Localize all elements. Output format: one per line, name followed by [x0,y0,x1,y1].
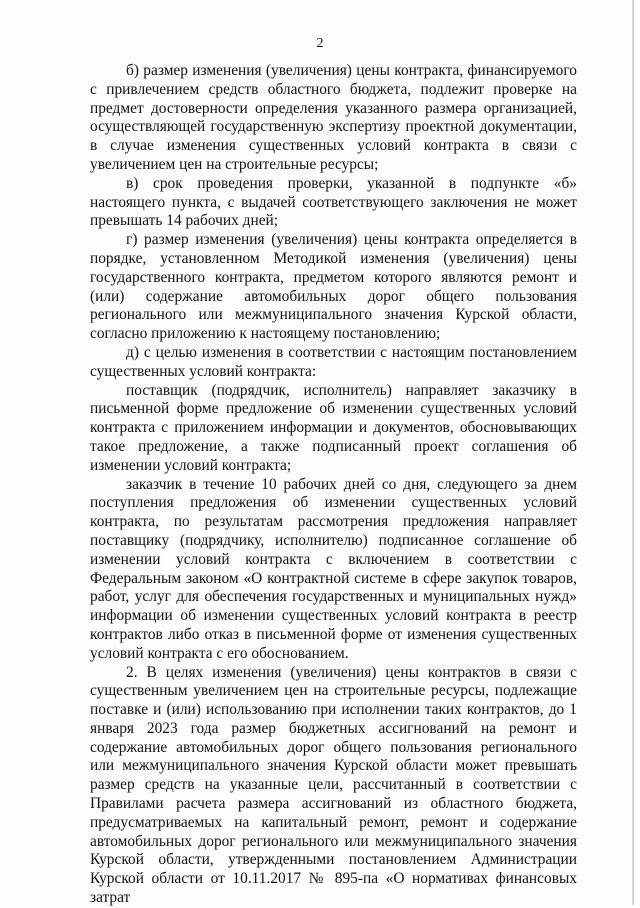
paragraph-d: д) с целью изменения в соответствии с настоящим постановлением существенных условий контракта: [90,343,577,380]
paragraph-supplier: поставщик (подрядчик, исполнитель) направляет заказчику в письменной форме предложение об изменении существенных условий контракта с приложением информации и документов, обосновывающих такое предложение, а также подписанный проект соглашения об изменении условий контракта; [90,381,577,474]
paragraph-customer: заказчик в течение 10 рабочих дней со дня, следующего за днем поступления предложения об изменении существенных условий контракта, по результатам рассмотрения предложения направляет поставщику (подрядчику, исполнителю) подписанное соглашение об изменении условий контракта с включением в соответствии с Федеральным законом «О контрактной системе в сфере закупок товаров, работ, услуг для обеспечения государственных и муниципальных нужд» информации об изменении существенных условий контракта в реестр контрактов либо отказ в письменной форме от изменения существенных условий контракта с его обоснованием. [90,475,577,662]
document-body [90,62,577,908]
paragraph-v: в) срок проведения проверки, указанной в подпункте «б» настоящего пункта, с выдачей соответствующего заключения не может превышать 14 рабочих дней; [90,174,577,230]
page-number: 2 [316,36,324,51]
paragraph-g: г) размер изменения (увеличения) цены контракта определяется в порядке, установленном Методикой изменения (увеличения) цены государственного контракта, предметом которого являются ремонт и (или) содержание автомобильных дорог общего пользования регионального или межмуниципального значения Курской области, согласно приложению к настоящему постановлению; [90,231,577,343]
paragraph-item-2: 2. В целях изменения (увеличения) цены контрактов в связи с существенным увеличением цен на строительные ресурсы, подлежащие поставке и (или) использованию при исполнении таких контрактов, до 1 января 2023 года размер бюджетных ассигнований на ремонт и содержание автомобильных дорог общего пользования регионального или межмуниципального значения Курской области может превышать размер средств на указанные цели, рассчитанный в соответствии с Правилами расчета размера ассигнований из областного бюджета, предусматриваемых на капитальный ремонт, ремонт и содержание автомобильных дорог регионального или межмуниципального значения Курской области, утвержденными постановлением Администрации Курской области от 10.11.2017 № 895-па «О нормативах финансовых затрат [90,663,577,907]
paragraph-b: б) размер изменения (увеличения) цены контракта, финансируемого с привлечением средств областного бюджета, подлежит проверке на предмет достоверности определения указанного размера организацией, осуществляющей государственную экспертизу проектной документации, в случае изменения существенных условий контракта в связи с увеличением цен на строительные ресурсы; [90,62,577,173]
scan-edge-shadow [632,0,634,905]
